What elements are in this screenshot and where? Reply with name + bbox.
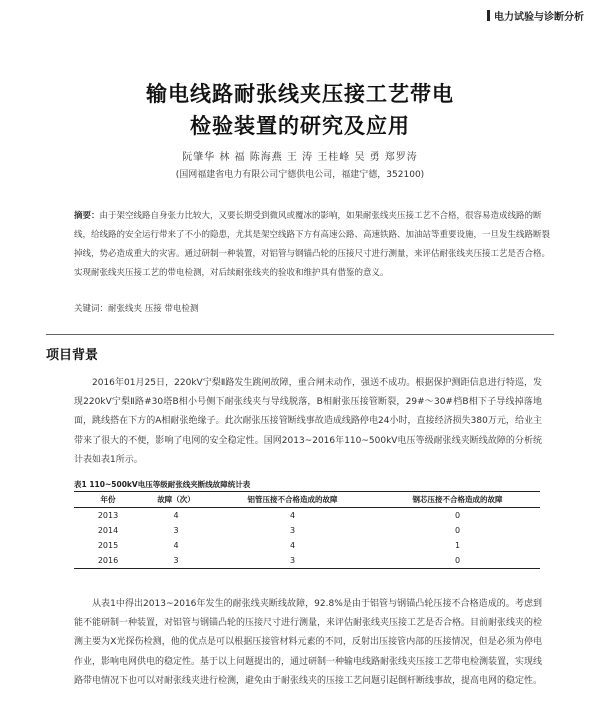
cell-aluminum: 4 xyxy=(289,511,296,520)
cell-aluminum: 4 xyxy=(289,541,296,550)
body-paragraph-1: 2016年01月25日，220kV宁梨Ⅱ路发生跳闸故障，重合闸未动作，强送不成功。根据保护测距信息进行特巡，发现220kV宁梨Ⅱ路#30塔B相小号侧下耐张线夹与导线脱落，B相耐张压接管断裂，29#～30#档B相下子导线掉落地面，跳线搭在下方的A相耐张绝缘子。此次耐张压接管断线事故造成线路停电24小时，直接经济损失380万元，给业主带来了很大的不便，影响了电网的安全稳定性。国网2013~2016年110~500kV电压等级耐张线夹断线故障的分析统计表如表1所示。 xyxy=(74,378,542,465)
cell-year: 2014 xyxy=(97,526,119,535)
table-header-row xyxy=(74,492,540,508)
section-divider xyxy=(46,334,554,335)
body-paragraph-2: 从表1中得出2013~2016年发生的耐张线夹断线故障，92.8%是由于铝管与钢锚凸轮压接不合格造成的。考虑到能不能研制一种装置，对铝管与钢锚凸轮的压接尺寸进行测量，来评估耐张线夹压接工艺是否合格。目前耐张线夹的检测主要为X光探伤检测，他的优点是可以根据压接管材料元素的不同，反射出压接管内部的压接情况，但是必须为停电作业，影响电网供电的稳定性。基于以上问题提出的，通过研制一种输电线路耐张线夹压接工艺带电检测装置，实现线路带电情况下也可以对耐张线夹进行检测，避免由于耐张线夹的压接工艺问题引起倒杆断线事故，提高电网的稳定性。 xyxy=(74,599,543,686)
paper-title-line-1: 输电线路耐张线夹压接工艺带电 xyxy=(146,81,454,106)
table-caption: 表1 110~500kV电压等级耐张线夹断线故障统计表 xyxy=(74,480,251,489)
cell-steel: 0 xyxy=(454,556,461,565)
cell-steel: 0 xyxy=(454,526,461,535)
table-row xyxy=(74,523,540,538)
cell-steel: 1 xyxy=(454,541,461,550)
affiliation: (国网福建省电力有限公司宁德供电公司，福建宁德，352100) xyxy=(175,170,425,180)
journal-section-tag xyxy=(487,8,584,23)
section-heading: 项目背景 xyxy=(46,348,99,363)
col-header-faults: 故障（次） xyxy=(157,495,195,504)
cell-steel: 0 xyxy=(454,511,461,520)
col-header-steel-faults: 钢芯压接不合格造成的故障 xyxy=(412,495,503,504)
fault-statistics-table xyxy=(74,491,540,569)
abstract xyxy=(74,207,550,283)
cell-faults: 3 xyxy=(173,526,179,535)
cell-faults: 3 xyxy=(173,556,179,565)
paper-title-line-2: 检验装置的研究及应用 xyxy=(190,113,410,138)
cell-faults: 4 xyxy=(173,541,179,550)
cell-year: 2016 xyxy=(97,556,119,565)
col-header-year: 年份 xyxy=(100,495,116,504)
cell-year: 2015 xyxy=(97,541,119,550)
cell-faults: 4 xyxy=(173,511,179,520)
abstract-label: 摘要： xyxy=(74,211,100,221)
keywords-text: 耐张线夹 压接 带电检测 xyxy=(108,304,199,314)
abstract-text: 由于架空线路自身张力比较大，又要长期受到微风或覆冰的影响，如果耐张线夹压接工艺不合格，很容易造成线路的断线，给线路的安全运行带来了不小的隐患，尤其是架空线路下方有高速公路、高速铁路、加油站等重要设施，一旦发生线路断裂掉线，势必造成重大的灾害。通过研制一种装置，对铝管与钢锚凸轮的压接尺寸进行测量，来评估耐张线夹压接工艺是否合格。实现耐张线夹压接工艺的带电检测，对后续耐张线夹的验收和维护具有借鉴的意义。 xyxy=(74,211,551,278)
table-row xyxy=(74,508,540,524)
keywords xyxy=(74,302,550,314)
cell-aluminum: 3 xyxy=(289,526,296,535)
author-list: 阮肇华 林 福 陈海燕 王 涛 王桂峰 吴 勇 郑罗涛 xyxy=(182,152,418,163)
cell-aluminum: 3 xyxy=(289,556,296,565)
section-bar-icon xyxy=(487,10,490,21)
table-row xyxy=(74,538,540,553)
keywords-label: 关键词： xyxy=(74,304,109,314)
table-row xyxy=(74,553,540,569)
cell-year: 2013 xyxy=(97,511,119,520)
section-tag-text: 电力试验与诊断分析 xyxy=(494,12,584,23)
col-header-aluminum-faults: 铝管压接不合格造成的故障 xyxy=(247,495,338,504)
